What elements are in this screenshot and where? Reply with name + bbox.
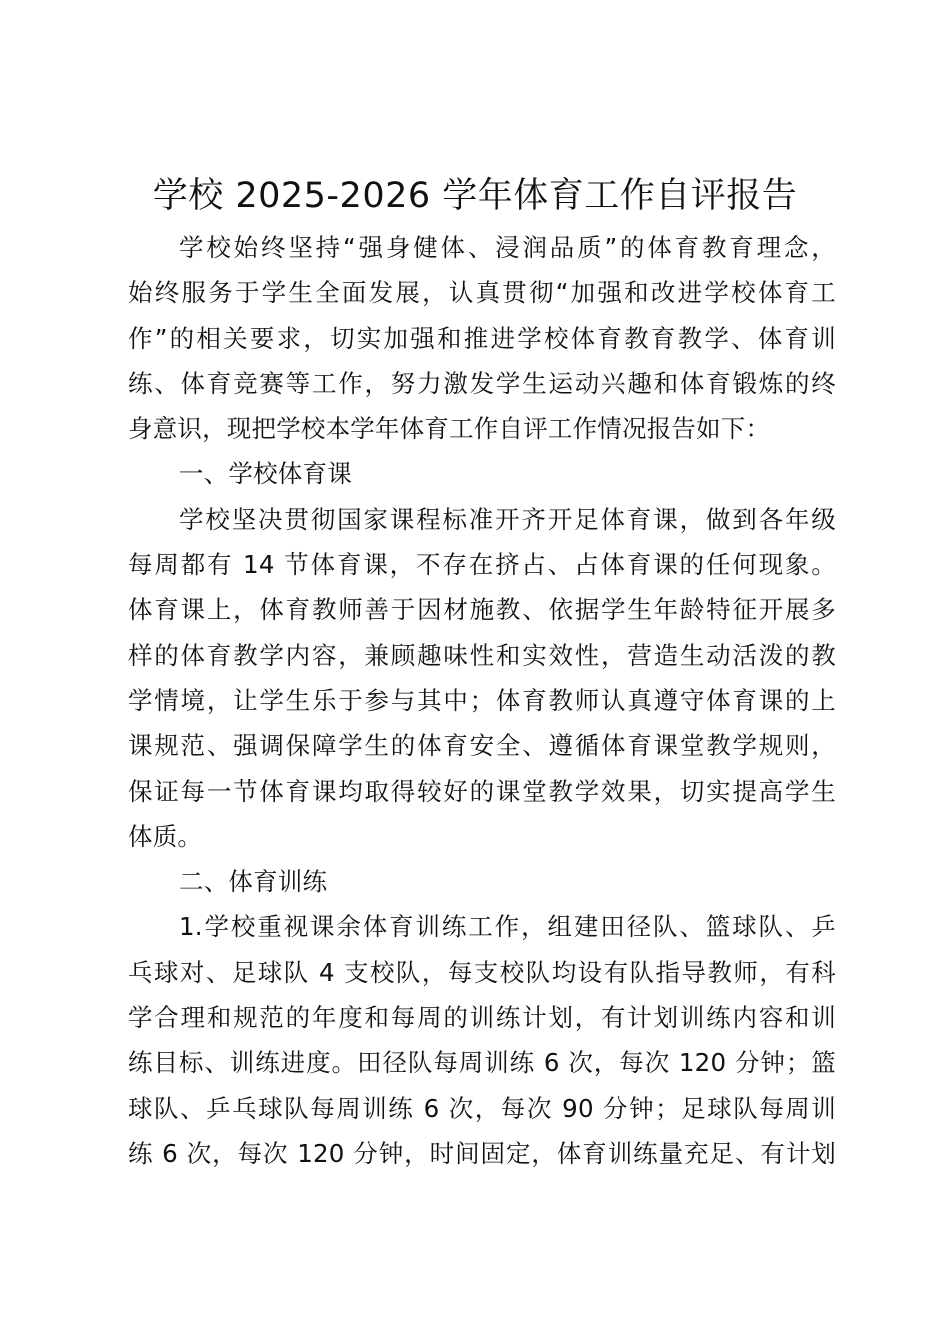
text-line: 学情境，让学生乐于参与其中；体育教师认真遵守体育课的上 <box>128 685 836 715</box>
text-line: 始终服务于学生全面发展，认真贯彻“加强和改进学校体育工 <box>128 278 836 308</box>
text-line: 学校坚决贯彻国家课程标准开齐开足体育课，做到各年级 <box>179 504 836 534</box>
text-line: 学合理和规范的年度和每周的训练计划，有计划训练内容和训 <box>128 1003 836 1033</box>
text-line: 1.学校重视课余体育训练工作，组建田径队、篮球队、乒 <box>179 912 836 942</box>
text-line: 体育课上，体育教师善于因材施教、依据学生年龄特征开展多 <box>128 595 836 625</box>
text-line: 样的体育教学内容，兼顾趣味性和实效性，营造生动活泼的教 <box>128 640 836 670</box>
text-line: 乓球对、足球队 4 支校队，每支校队均设有队指导教师，有科 <box>128 957 836 987</box>
text-line: 体质。 <box>128 821 203 851</box>
text-line: 课规范、强调保障学生的体育安全、遵循体育课堂教学规则， <box>128 731 836 761</box>
document-body <box>128 225 836 1176</box>
text-line: 学校始终坚持“强身健体、浸润品质”的体育教育理念， <box>179 233 836 262</box>
document-title: 学校 2025-2026 学年体育工作自评报告 <box>152 176 798 216</box>
text-line: 练 6 次，每次 120 分钟，时间固定，体育训练量充足、有计划 <box>128 1138 836 1168</box>
text-line: 每周都有 14 节体育课，不存在挤占、占体育课的任何现象。 <box>128 550 836 580</box>
text-line: 练、体育竞赛等工作，努力激发学生运动兴趣和体育锻炼的终 <box>128 368 836 398</box>
text-line: 保证每一节体育课均取得较好的课堂教学效果，切实提高学生 <box>128 776 836 806</box>
text-line: 球队、乒乓球队每周训练 6 次，每次 90 分钟；足球队每周训 <box>128 1093 836 1123</box>
text-line: 作”的相关要求，切实加强和推进学校体育教育教学、体育训 <box>128 323 836 353</box>
text-line: 二、体育训练 <box>179 867 328 897</box>
text-line: 身意识，现把学校本学年体育工作自评工作情况报告如下： <box>128 414 771 444</box>
text-line: 练目标、训练进度。田径队每周训练 6 次，每次 120 分钟；篮 <box>128 1048 836 1078</box>
text-line: 一、学校体育课 <box>179 459 352 489</box>
